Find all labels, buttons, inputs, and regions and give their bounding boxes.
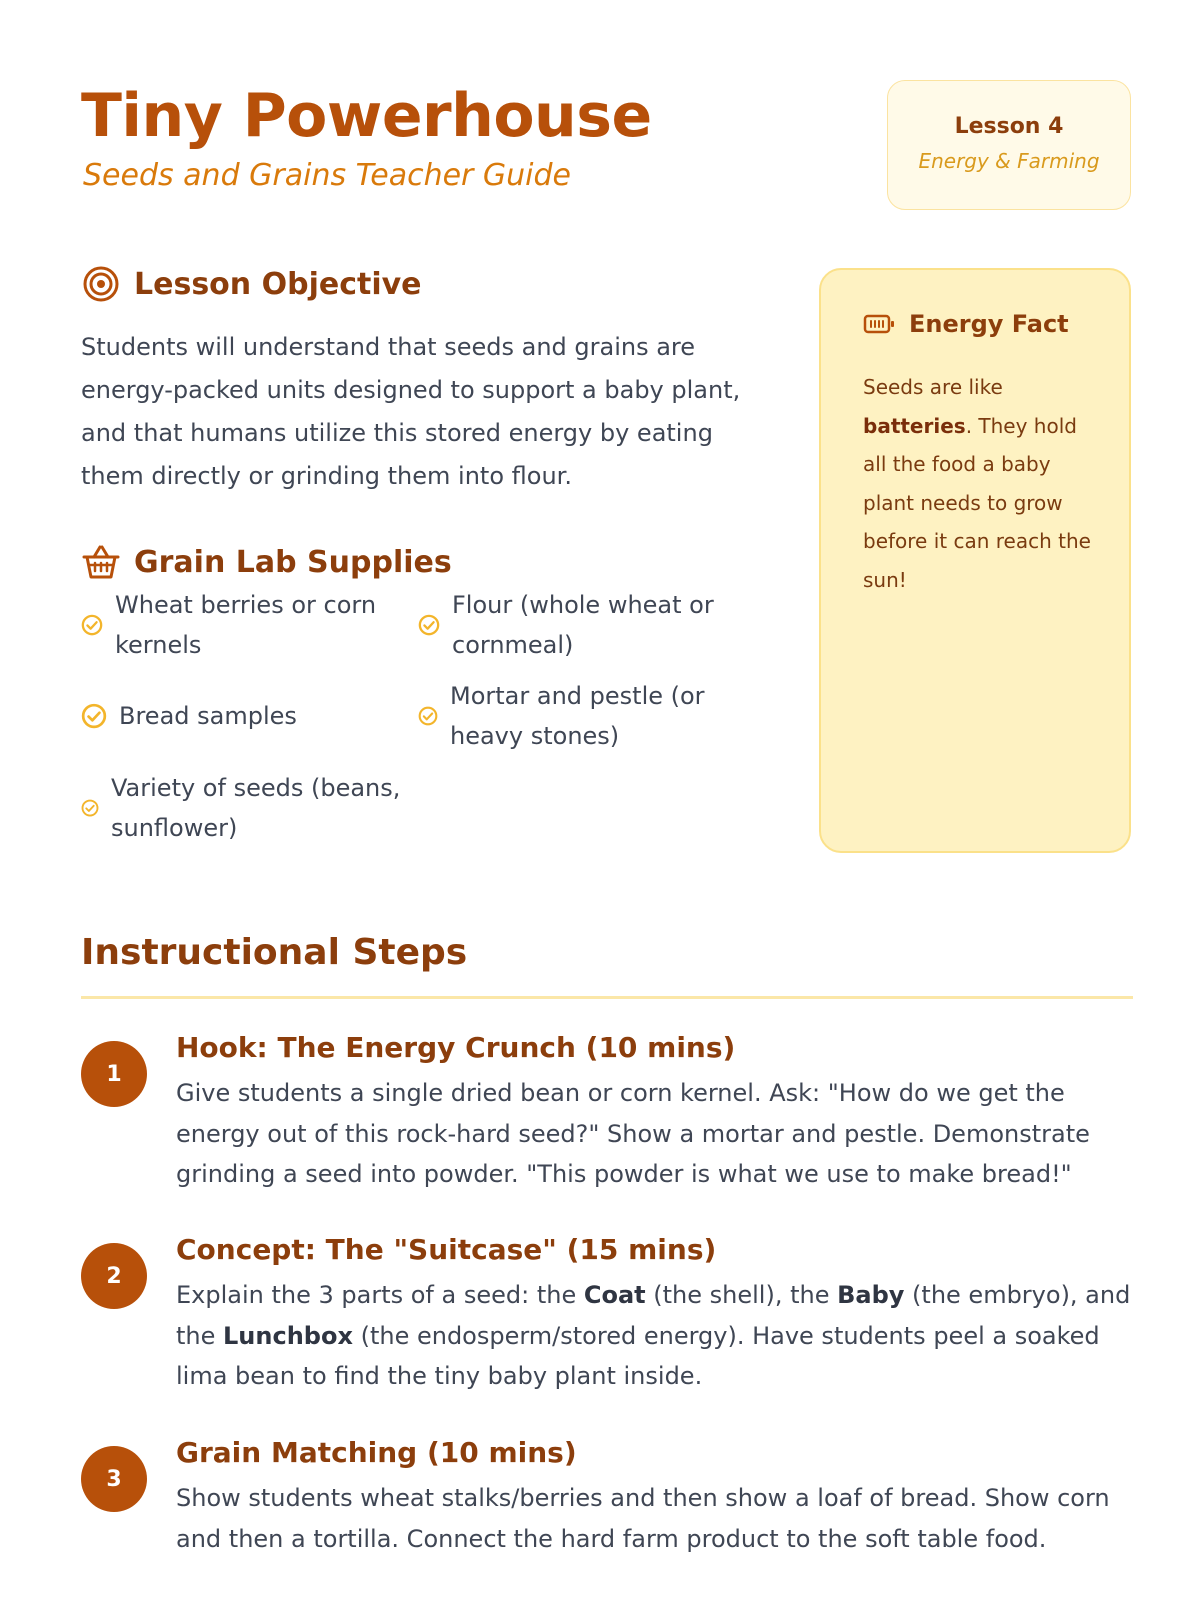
basket-icon [81, 542, 121, 582]
step-title: Concept: The "Suitcase" (15 mins) [176, 1233, 717, 1266]
energy-fact-emphasis: batteries [863, 413, 966, 438]
check-circle-icon [418, 706, 438, 726]
supply-item [418, 585, 742, 665]
lesson-topic: Energy & Farming [918, 149, 1100, 173]
step-number-badge: 1 [81, 1041, 147, 1107]
page-subtitle: Seeds and Grains Teacher Guide [83, 158, 572, 193]
supply-item-label: Variety of seeds (beans, sunflower) [111, 774, 401, 842]
energy-fact-heading-label: Energy Fact [909, 310, 1069, 338]
supplies-heading-label: Grain Lab Supplies [134, 544, 452, 580]
step-body: Show students wheat stalks/berries and then show a loaf of bread. Show corn and then a tortilla. Connect the hard farm product to the soft table food. [176, 1484, 1110, 1553]
supply-item-label: Bread samples [119, 702, 297, 730]
energy-fact-text: Seeds are like batteries. They hold all the food a baby plant needs to grow before it can reach the sun! [863, 375, 1091, 592]
step-body: Explain the 3 parts of a seed: the Coat (the shell), the Baby (the embryo), and the Lunchbox (the endosperm/stored energy). Have students peel a soaked lima bean to find the tiny baby plant inside. [176, 1281, 1131, 1390]
check-circle-icon [81, 614, 103, 636]
supply-item [81, 585, 405, 665]
check-circle-icon [81, 799, 99, 817]
supply-item [81, 768, 401, 848]
steps-divider [81, 996, 1133, 999]
energy-fact-card [819, 268, 1131, 853]
objective-text: Students will understand that seeds and grains are energy-packed units designed to support a baby plant, and that humans utilize this stored energy by eating them directly or grinding them into flour. [81, 333, 741, 490]
objective-heading [81, 264, 422, 304]
step-title: Hook: The Energy Crunch (10 mins) [176, 1031, 736, 1064]
supply-item-label: Wheat berries or corn kernels [115, 591, 377, 659]
supply-item-label: Flour (whole wheat or cornmeal) [452, 591, 714, 659]
teacher-guide-page [81, 0, 1133, 1600]
lesson-badge [887, 80, 1131, 210]
supply-item-label: Mortar and pestle (or heavy stones) [450, 682, 705, 750]
steps-heading: Instructional Steps [81, 932, 468, 973]
page-title: Tiny Powerhouse [81, 81, 652, 151]
step-title: Grain Matching (10 mins) [176, 1436, 577, 1469]
objective-heading-label: Lesson Objective [134, 266, 422, 302]
supply-item [418, 676, 740, 756]
supply-item [81, 696, 409, 736]
check-circle-icon [81, 703, 107, 729]
lesson-number: Lesson 4 [954, 114, 1064, 139]
energy-fact-heading [863, 310, 1069, 338]
step-number-badge: 2 [81, 1243, 147, 1309]
check-circle-icon [418, 614, 440, 636]
target-icon [81, 264, 121, 304]
step-number-badge: 3 [81, 1446, 147, 1512]
battery-icon [863, 313, 895, 335]
step-body: Give students a single dried bean or corn kernel. Ask: "How do we get the energy out of this rock-hard seed?" Show a mortar and pestle. Demonstrate grinding a seed into powder. "This powder is what we use to make bread!" [176, 1079, 1090, 1188]
supplies-heading [81, 542, 452, 582]
